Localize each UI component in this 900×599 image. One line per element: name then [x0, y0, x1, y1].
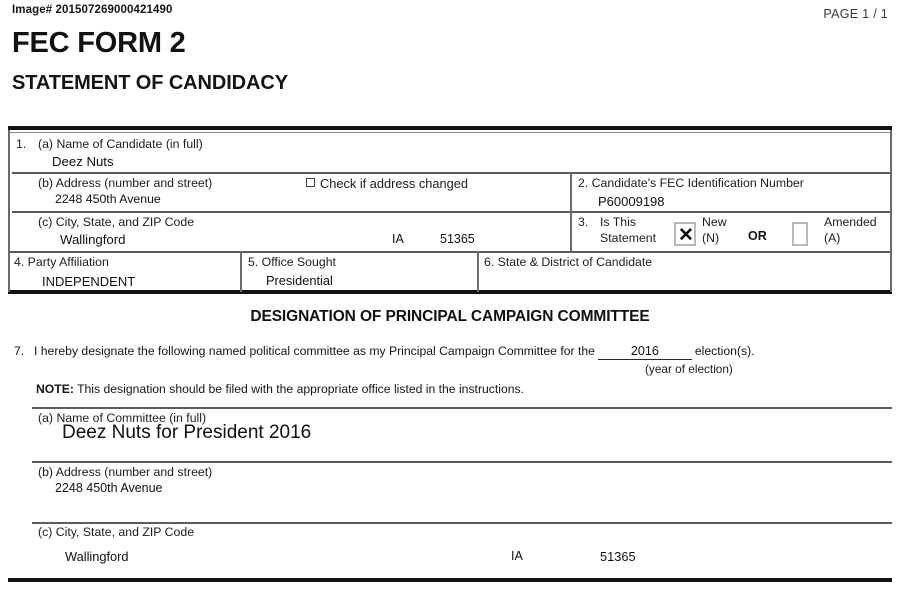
- committee-state-value[interactable]: IA: [511, 549, 523, 563]
- committee-city-value[interactable]: Wallingford: [65, 549, 129, 564]
- fec-id-label: 2. Candidate's FEC Identification Number: [578, 176, 804, 190]
- new-statement-label-line1: New: [702, 215, 727, 229]
- item-1-number: 1.: [16, 137, 27, 151]
- item-7-text-after: election(s).: [694, 344, 755, 358]
- divider-vertical-office-sought: [240, 251, 242, 292]
- committee-address-label: (b) Address (number and street): [38, 465, 213, 479]
- divider-vertical-state-district: [477, 251, 479, 292]
- statement-prompt-line1: Is This: [600, 215, 636, 229]
- fec-id-value[interactable]: P60009198: [598, 194, 665, 209]
- committee-name-label: (a) Name of Committee (in full): [38, 411, 207, 425]
- page-bottom-border: [8, 578, 892, 582]
- note-prefix: NOTE:: [36, 382, 74, 396]
- committee-address-value[interactable]: 2248 450th Avenue: [55, 481, 163, 495]
- form-subtitle: STATEMENT OF CANDIDACY: [12, 72, 288, 94]
- candidate-address-label: (b) Address (number and street): [38, 176, 213, 190]
- candidate-city-label: (c) City, State, and ZIP Code: [38, 215, 195, 229]
- office-sought-value[interactable]: Presidential: [266, 273, 333, 288]
- year-of-election-caption: (year of election): [645, 362, 733, 376]
- new-statement-check-mark: ✕: [678, 225, 694, 246]
- state-district-label: 6. State & District of Candidate: [484, 255, 653, 269]
- committee-name-value[interactable]: Deez Nuts for President 2016: [62, 422, 312, 443]
- candidate-address-value[interactable]: 2248 450th Avenue: [55, 192, 161, 206]
- office-sought-label: 5. Office Sought: [248, 255, 336, 269]
- candidate-name-value[interactable]: Deez Nuts: [52, 154, 114, 169]
- amended-statement-checkbox[interactable]: [792, 222, 808, 246]
- divider-before-committee-name: [32, 407, 892, 409]
- year-of-election-field[interactable]: 2016: [598, 344, 692, 360]
- form-title: FEC FORM 2: [12, 27, 186, 59]
- candidate-name-label: (a) Name of Candidate (in full): [38, 137, 203, 151]
- or-separator-label: OR: [748, 229, 767, 243]
- divider-before-committee-address: [32, 461, 892, 463]
- candidate-city-value[interactable]: Wallingford: [60, 232, 126, 247]
- table-right-border: [890, 130, 892, 292]
- image-id-label: Image# 201507269000421490: [12, 4, 173, 16]
- table-top-border: [8, 126, 892, 130]
- committee-zip-value[interactable]: 51365: [600, 549, 636, 564]
- note-text: This designation should be filed with the appropriate office listed in the instructions.: [73, 382, 525, 396]
- divider-after-candidate-city: [8, 251, 892, 253]
- table-top-border-secondary: [8, 132, 892, 133]
- divider-before-committee-city: [32, 522, 892, 524]
- divider-after-candidate-address: [12, 211, 892, 213]
- address-changed-label: Check if address changed: [320, 176, 468, 191]
- committee-city-label: (c) City, State, and ZIP Code: [38, 525, 195, 539]
- table-left-border: [8, 130, 10, 292]
- item-7-text-before: I hereby designate the following named political committee as my Principal Campaign Committee for the: [34, 344, 595, 358]
- amended-statement-label-line2: (A): [824, 231, 841, 245]
- designation-note: [36, 382, 524, 396]
- divider-after-candidate-name: [12, 172, 892, 174]
- divider-vertical-fec-id: [570, 172, 572, 251]
- party-affiliation-label: 4. Party Affiliation: [14, 255, 109, 269]
- table-bottom-border: [8, 290, 892, 294]
- amended-statement-label-line1: Amended: [824, 215, 877, 229]
- designation-section-heading: DESIGNATION OF PRINCIPAL CAMPAIGN COMMITTEE: [250, 308, 650, 325]
- new-statement-label-line2: (N): [702, 231, 720, 245]
- item-7-statement: [14, 344, 755, 360]
- page-indicator: PAGE 1 / 1: [823, 7, 888, 21]
- candidate-state-value[interactable]: IA: [392, 232, 404, 246]
- statement-prompt-line2: Statement: [600, 231, 657, 245]
- item-3-number: 3.: [578, 215, 589, 229]
- address-changed-checkbox[interactable]: [306, 178, 315, 187]
- item-7-number: 7.: [14, 344, 25, 358]
- candidate-zip-value[interactable]: 51365: [440, 232, 475, 246]
- party-affiliation-value[interactable]: INDEPENDENT: [42, 274, 136, 289]
